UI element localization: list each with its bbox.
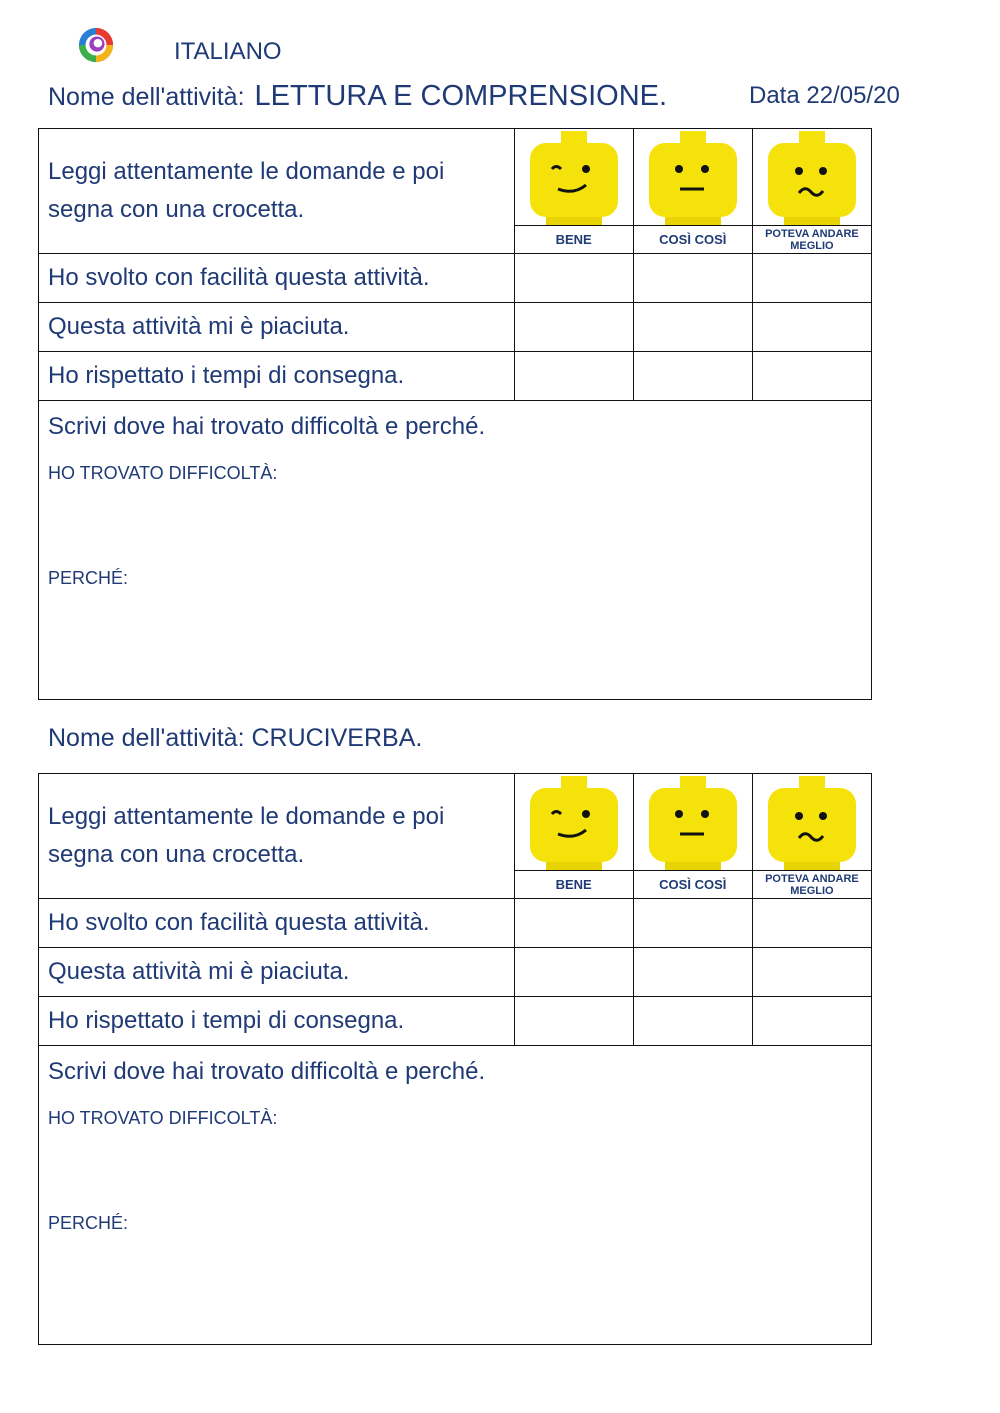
free-prompt: Scrivi dove hai trovato difficoltà e perché. (48, 1058, 486, 1085)
instruction-text: Leggi attentamente le domande e poi segna con una crocetta. (39, 774, 515, 899)
activity-1-name: LETTURA E COMPRENSIONE. (254, 80, 668, 112)
rating-label-poteva-andare-meglio: POTEVA ANDARE MEGLIO (765, 872, 859, 897)
neutral-face-icon (647, 774, 739, 870)
rating-label-bene: BENE (555, 876, 592, 892)
checkbox-q2-poteva-andare-meglio[interactable] (752, 948, 871, 997)
self-assessment-table-2 (38, 773, 872, 1345)
checkbox-q2-cosi-cosi[interactable] (633, 948, 752, 997)
free-prompt: Scrivi dove hai trovato difficoltà e perché. (48, 413, 486, 440)
checkbox-q1-poteva-andare-meglio[interactable] (752, 899, 871, 948)
checkbox-q1-bene[interactable] (514, 899, 633, 948)
date-text: Data 22/05/20 (749, 82, 900, 109)
checkbox-q1-bene[interactable] (514, 254, 633, 303)
checkbox-q1-cosi-cosi[interactable] (633, 254, 752, 303)
spiral-logo-icon (77, 26, 115, 64)
rating-label-cosi-cosi: COSÌ COSÌ (659, 231, 727, 247)
difficulty-label: HO TROVATO DIFFICOLTÀ: (48, 1108, 278, 1128)
why-label: PERCHÉ: (48, 568, 129, 588)
rating-label-poteva-andare-meglio: POTEVA ANDARE MEGLIO (765, 227, 859, 252)
checkbox-q1-poteva-andare-meglio[interactable] (752, 254, 871, 303)
sad-face-icon (766, 774, 858, 870)
checkbox-q2-bene[interactable] (514, 948, 633, 997)
question-1: Ho svolto con facilità questa attività. (39, 254, 515, 303)
instruction-text: Leggi attentamente le domande e poi segna con una crocetta. (39, 129, 515, 254)
checkbox-q2-bene[interactable] (514, 303, 633, 352)
checkbox-q3-poteva-andare-meglio[interactable] (752, 997, 871, 1046)
activity-2-line (48, 724, 422, 753)
free-text-area[interactable] (39, 1046, 872, 1345)
question-2: Questa attività mi è piaciuta. (39, 303, 515, 352)
rating-header-poteva-andare-meglio (752, 774, 871, 899)
rating-header-bene (514, 774, 633, 899)
checkbox-q3-cosi-cosi[interactable] (633, 997, 752, 1046)
rating-header-bene (514, 129, 633, 254)
activity-1-label: Nome dell'attività: (48, 83, 245, 111)
checkbox-q3-bene[interactable] (514, 997, 633, 1046)
neutral-face-icon (647, 129, 739, 225)
subject-title: ITALIANO (174, 38, 282, 65)
rating-header-poteva-andare-meglio (752, 129, 871, 254)
happy-face-icon (528, 129, 620, 225)
question-2: Questa attività mi è piaciuta. (39, 948, 515, 997)
difficulty-label: HO TROVATO DIFFICOLTÀ: (48, 463, 278, 483)
why-label: PERCHÉ: (48, 1213, 129, 1233)
self-assessment-table-1 (38, 128, 872, 700)
activity-2-label: Nome dell'attività: CRUCIVERBA. (48, 724, 423, 752)
rating-header-cosi-cosi (633, 774, 752, 899)
checkbox-q1-cosi-cosi[interactable] (633, 899, 752, 948)
question-3: Ho rispettato i tempi di consegna. (39, 352, 515, 401)
sad-face-icon (766, 129, 858, 225)
happy-face-icon (528, 774, 620, 870)
checkbox-q2-cosi-cosi[interactable] (633, 303, 752, 352)
rating-header-cosi-cosi (633, 129, 752, 254)
rating-label-bene: BENE (555, 231, 592, 247)
question-3: Ho rispettato i tempi di consegna. (39, 997, 515, 1046)
checkbox-q3-bene[interactable] (514, 352, 633, 401)
checkbox-q3-cosi-cosi[interactable] (633, 352, 752, 401)
question-1: Ho svolto con facilità questa attività. (39, 899, 515, 948)
checkbox-q3-poteva-andare-meglio[interactable] (752, 352, 871, 401)
activity-1-line (48, 80, 667, 113)
checkbox-q2-poteva-andare-meglio[interactable] (752, 303, 871, 352)
free-text-area[interactable] (39, 401, 872, 700)
rating-label-cosi-cosi: COSÌ COSÌ (659, 876, 727, 892)
